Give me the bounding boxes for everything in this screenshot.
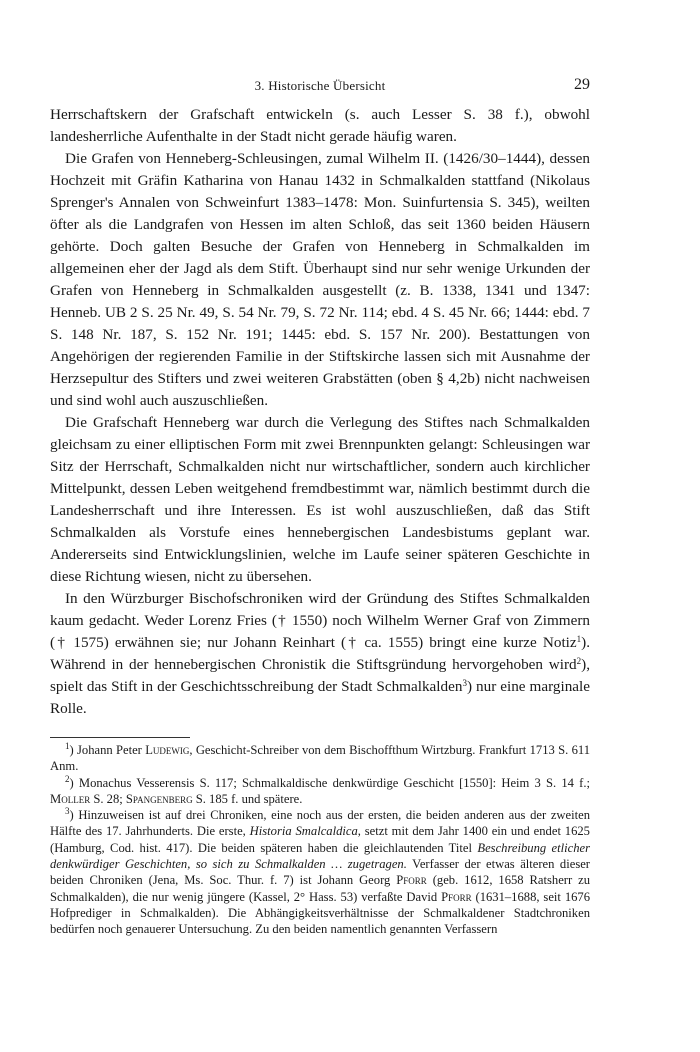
author-name: Moller bbox=[50, 791, 91, 806]
footnote-reference: 2 bbox=[576, 656, 582, 666]
paragraph: Die Grafen von Henneberg-Schleusingen, zumal Wilhelm II. (1426/30–1444), dessen Hochzeit mit Gräfin Katharina von Hanau 1432 in Schmalkalden stattfand (Nikolaus Sprenger's Annalen von Schweinfurt 1383–1478: Mon. Suinfurtensia S. 345), weilten öfter als die Landgrafen von Hessen im alten Schloß, das seit 1360 beiden Häusern gehörte. Doch galten Besuche der Grafen von Henneberg in Schmalkalden im allgemeinen eher der Jagd als dem Stift. Überhaupt sind nur sehr wenige Urkunden der Grafen von Henneberg in Schmalkalden ausgestellt (z. B. 1338, 1341 und 1347: Henneb. UB 2 S. 25 Nr. 49, S. 54 Nr. 79, S. 72 Nr. 114; ebd. 4 S. 45 Nr. 66; 1444: ebd. 7 S. 148 Nr. 187, S. 152 Nr. 191; 1445: ebd. S. 157 Nr. 200). Bestattungen von Angehörigen der regierenden Familie in der Stiftskirche lassen sich mit Ausnahme der Herzsepultur des Stifters und zwei weiteren Grabstätten (oben § 4,2b) nicht nachweisen und sind wohl auch auszuschließen. bbox=[50, 150, 590, 409]
footnote-text: ) Monachus Vesserensis S. 117; Schmalkaldische denkwürdige Geschicht [1550]: Heim 3 S. 14 f.; bbox=[69, 775, 590, 790]
footnote-text: Verfasser der etwas älteren dieser beiden Chroniken (Jena, Ms. Soc. Thur. f. 7) ist Johann Georg bbox=[50, 857, 590, 888]
running-header bbox=[50, 76, 590, 96]
footnote-text: , Geschicht-Schreiber von dem Bischoffthum Wirtzburg. Frankfurt 1713 S. 611 Anm. bbox=[50, 743, 590, 774]
footnote-text: (geb. 1612, 1658 Ratsherr zu Schmalkalden), die nur wenig jüngere (Kassel, 2° Hass. 53) verfaßte David bbox=[50, 873, 590, 904]
footnote-reference: 1 bbox=[576, 634, 582, 644]
author-name: Spangenberg bbox=[125, 791, 193, 806]
footnotes bbox=[50, 742, 590, 938]
footnote-text: ) Hinzuweisen ist auf drei Chroniken, eine noch aus der ersten, die beiden anderen aus der zweiten Hälfte des 17. Jahrhunderts. Die erste, bbox=[50, 808, 590, 839]
paragraph-text: In den Würzburger Bischofschroniken wird der Gründung des Stiftes Schmalkalden kaum gedacht. Weder Lorenz Fries († 1550) noch Wilhelm Werner Graf von Zimmern († 1575) erwähnen sie; nur Johann Reinhart († ca. 1555) bringt eine kurze Notiz bbox=[50, 590, 590, 651]
footnote-number: 3 bbox=[65, 806, 70, 817]
author-name: Pforr bbox=[396, 873, 427, 888]
footnote-2 bbox=[50, 775, 590, 808]
work-title: Beschreibung etlicher denkwürdiger Geschichten, so sich zu Schmalkalden … zugetragen. bbox=[50, 840, 590, 872]
paragraph bbox=[50, 588, 590, 720]
footnote-3 bbox=[50, 807, 590, 937]
author-name: Pforr bbox=[441, 889, 472, 904]
author-name: Ludewig bbox=[145, 743, 190, 757]
footnote-text: ) Johann Peter bbox=[69, 743, 146, 757]
work-title: Historia Smalcaldica bbox=[249, 824, 358, 839]
footnote-text: , setzt mit dem Jahr 1400 ein und endet 1625 (Hamburg, Cod. hist. 417). Die beiden späteren haben die gleichlautenden Titel bbox=[50, 824, 590, 855]
paragraph: Herrschaftskern der Grafschaft entwickeln (s. auch Lesser S. 38 f.), obwohl landesherrliche Aufenthalte in der Stadt nicht gerade häufig waren. bbox=[50, 106, 590, 145]
footnote-reference: 3 bbox=[462, 678, 467, 688]
paragraph: Die Grafschaft Henneberg war durch die Verlegung des Stiftes nach Schmalkalden gleichsam zu einer elliptischen Form mit zwei Brennpunkten gelangt: Schleusingen war Sitz der Herrschaft, Schmalkalden nicht nur wirtschaftlicher, sondern auch kirchlicher Mittelpunkt, dessen Leben weitgehend fremdbestimmt war, nämlich bestimmt durch die Landesherrschaft und ihre Interessen. Es ist wohl auszuschließen, daß das Stift Schmalkalden als Vorstufe eines hennebergischen Landesbistums geplant war. Andererseits sind Entwicklungslinien, welche im Laufe seiner späteren Geschichte in diese Richtung wiesen, nicht zu übersehen. bbox=[50, 414, 590, 585]
footnote-text: S. 185 f. und spätere. bbox=[192, 791, 303, 806]
footnote-number: 1 bbox=[65, 741, 70, 751]
paragraph-text: ), spielt das Stift in der Geschichtsschreibung der Stadt Schmalkalden bbox=[50, 656, 590, 695]
paragraph-text: ). Während in der hennebergischen Chronistik die Stiftsgründung hervorgehoben wird bbox=[50, 634, 590, 673]
body-text bbox=[50, 104, 590, 720]
footnote-separator bbox=[50, 737, 190, 738]
running-title: 3. Historische Übersicht bbox=[254, 78, 386, 93]
page-number: 29 bbox=[574, 76, 590, 93]
footnote-text: (1631–1688, seit 1676 Hofprediger in Schmalkalden). Die Abhängigkeitsverhältnisse der Schmalkaldener Stadtchroniken bedürfen noch genauerer Untersuchung. Zu den beiden namentlich genannten Verfassern bbox=[50, 889, 591, 937]
footnote-number: 2 bbox=[65, 773, 70, 784]
footnote-text: S. 28; bbox=[90, 791, 126, 806]
paragraph-text: ) nur eine marginale Rolle. bbox=[50, 678, 590, 717]
footnote-1 bbox=[50, 742, 590, 775]
